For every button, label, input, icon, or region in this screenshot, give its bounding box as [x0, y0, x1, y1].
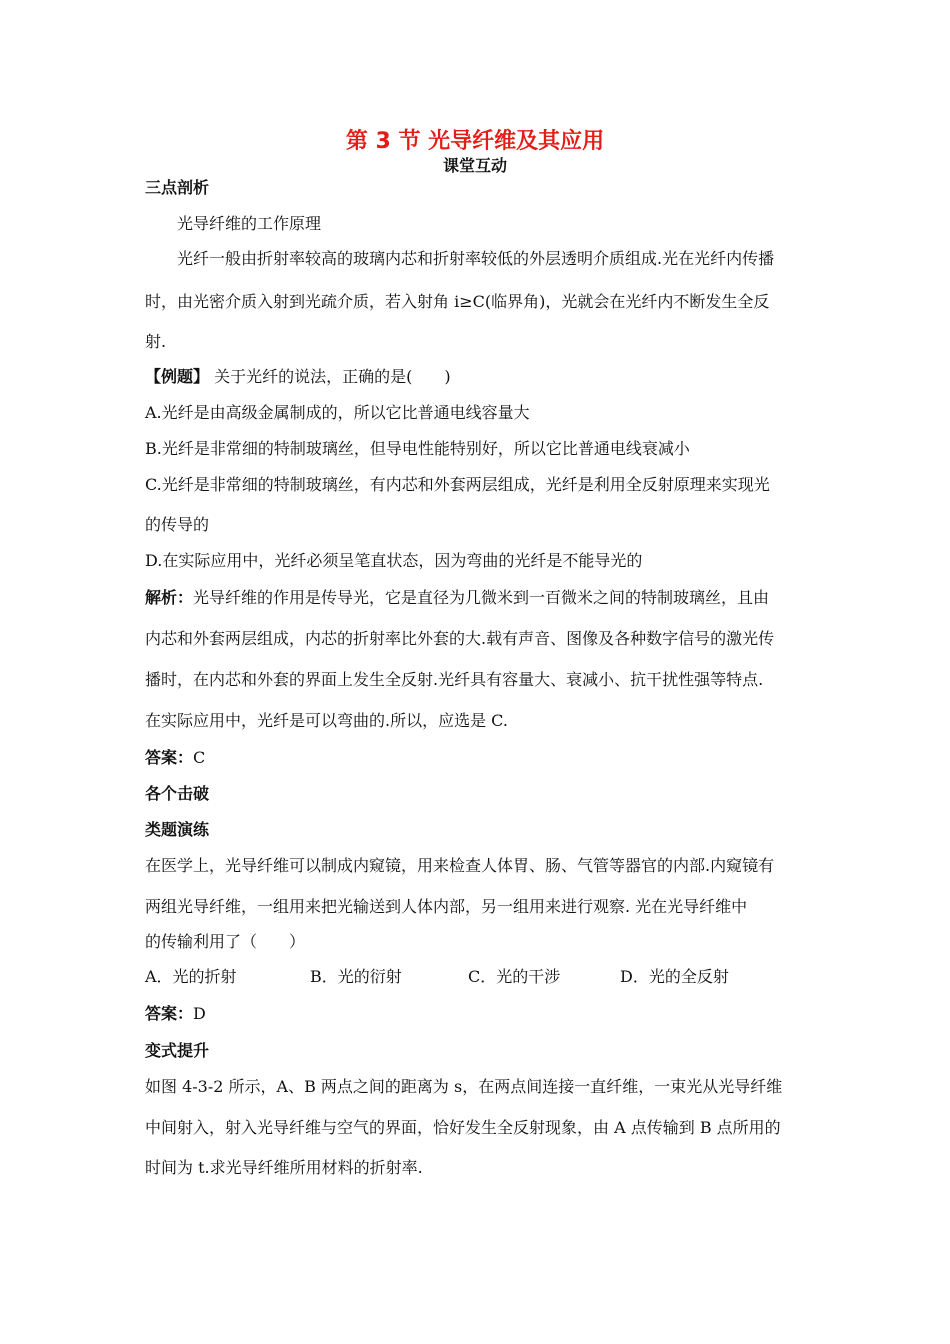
question-line: 在医学上，光导纤维可以制成内窥镜，用来检查人体胃、肠、气管等器官的内部.内窥镜有 [145, 856, 775, 875]
topic-line: 光导纤维的工作原理 [177, 214, 322, 233]
question-line: 如图 4-3-2 所示，A、B 两点之间的距离为 s，在两点间连接一直纤维，一束光从光导纤维 [145, 1077, 783, 1096]
question-line: 中间射入，射入光导纤维与空气的界面，恰好发生全反射现象，由 A 点传输到 B 点所用的 [145, 1118, 781, 1137]
section-heading-breakthrough: 各个击破 [145, 784, 210, 803]
choice-b: B．光的衍射 [310, 967, 402, 986]
question-line: 的传输利用了（ ） [145, 932, 306, 951]
answer-value: C [193, 748, 206, 767]
choice-c: C．光的干涉 [468, 967, 561, 986]
question-line: 两组光导纤维，一组用来把光输送到人体内部，另一组用来进行观察. 光在光导纤维中 [145, 897, 748, 916]
choice-d: D．光的全反射 [620, 967, 729, 986]
example-question: 关于光纤的说法，正确的是( ) [209, 367, 451, 386]
answer-line [145, 747, 205, 769]
page-subtitle: 课堂互动 [442, 156, 507, 175]
option-line: C.光纤是非常细的特制玻璃丝，有内芯和外套两层组成，光纤是利用全反射原理来实现光 [145, 475, 770, 494]
example-question-line [145, 366, 451, 388]
option-line: B.光纤是非常细的特制玻璃丝，但导电性能特别好，所以它比普通电线衰减小 [145, 439, 690, 458]
answer-value: D [193, 1004, 206, 1023]
analysis-line: 在实际应用中，光纤是可以弯曲的.所以，应选是 C. [145, 711, 508, 730]
analysis-line [145, 587, 769, 609]
sub-heading-practice: 类题演练 [145, 820, 210, 839]
analysis-text: 光导纤维的作用是传导光，它是直径为几微米到一百微米之间的特制玻璃丝，且由 [193, 588, 770, 607]
analysis-label: 解析： [145, 588, 194, 607]
question-line: 时间为 t.求光导纤维所用材料的折射率. [145, 1158, 423, 1177]
section-heading-variant: 变式提升 [145, 1041, 210, 1060]
choice-a: A．光的折射 [145, 967, 237, 986]
example-label: 【例题】 [145, 367, 210, 386]
answer-label: 答案： [145, 748, 194, 767]
paragraph-line: 时，由光密介质入射到光疏介质，若入射角 i≥C(临界角)，光就会在光纤内不断发生全反 [145, 292, 770, 311]
option-line: A.光纤是由高级金属制成的，所以它比普通电线容量大 [145, 403, 530, 422]
paragraph-line: 光纤一般由折射率较高的玻璃内芯和折射率较低的外层透明介质组成.光在光纤内传播 [177, 249, 775, 268]
analysis-line: 内芯和外套两层组成，内芯的折射率比外套的大.载有声音、图像及各种数字信号的激光传 [145, 629, 775, 648]
analysis-line: 播时，在内芯和外套的界面上发生全反射.光纤具有容量大、衰减小、抗干扰性强等特点. [145, 670, 764, 689]
paragraph-line: 射. [145, 332, 167, 351]
section-heading-analysis: 三点剖析 [145, 178, 210, 197]
option-line: D.在实际应用中，光纤必须呈笔直状态，因为弯曲的光纤是不能导光的 [145, 551, 643, 570]
answer-line [145, 1003, 206, 1025]
answer-label: 答案： [145, 1004, 194, 1023]
page-title: 第 3 节 光导纤维及其应用 [345, 129, 605, 154]
option-line: 的传导的 [145, 515, 210, 534]
